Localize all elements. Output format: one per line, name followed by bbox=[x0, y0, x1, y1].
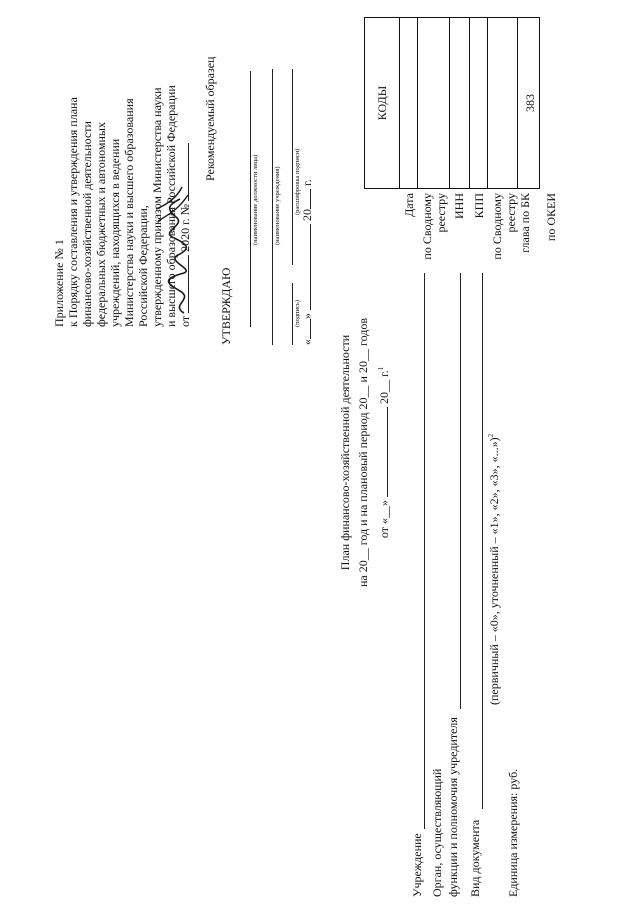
code-label-registry-1: по Сводному bbox=[420, 193, 434, 260]
appendix-line: учреждений, находящихся в ведении bbox=[108, 138, 122, 327]
appendix-date-line bbox=[178, 85, 192, 327]
handwritten-signature bbox=[150, 167, 200, 317]
plan-month-blank bbox=[387, 407, 388, 497]
codes-header: КОДЫ bbox=[374, 85, 389, 121]
appendix-line: Министерства науки и высшего образования bbox=[122, 98, 136, 327]
plan-date-prefix: от «__» bbox=[377, 500, 391, 539]
plan-period: на 20__ год и на плановый период 20__ и 20__ годов bbox=[356, 318, 370, 588]
doc-type-footnote: 2 bbox=[487, 433, 495, 438]
doc-type-note-text: (первичный – «0», уточненный – «1», «2», «3», «...») bbox=[487, 437, 501, 705]
year-blank bbox=[310, 189, 311, 209]
code-label-inn: ИНН bbox=[452, 193, 466, 219]
approval-title: УТВЕРЖДАЮ bbox=[219, 267, 233, 345]
code-label-registry-1b: реестру bbox=[434, 193, 448, 233]
day-blank bbox=[310, 319, 311, 339]
plan-title: План финансово-хозяйственной деятельности bbox=[338, 334, 352, 571]
codes-row-okei bbox=[517, 18, 518, 188]
position-caption: (наименование должности лица) bbox=[252, 154, 259, 245]
codes-row-kpp bbox=[469, 18, 470, 188]
code-label-kpp: КПП bbox=[472, 193, 486, 219]
month-blank bbox=[310, 224, 311, 310]
doc-type-field-line bbox=[482, 273, 483, 809]
unit-label: Единица измерения: руб. bbox=[506, 768, 520, 897]
appendix-line: к Порядку составления и утверждения плана bbox=[66, 97, 80, 327]
decode-caption: (расшифровка подписи) bbox=[294, 148, 301, 215]
appendix-date-year: 2020 г. № bbox=[178, 203, 192, 252]
codes-row-registry-1 bbox=[417, 18, 418, 188]
institution-label: Учреждение bbox=[410, 833, 424, 897]
signature-caption: (подпись) bbox=[294, 300, 301, 327]
signature-line bbox=[292, 283, 293, 345]
position-line bbox=[250, 71, 251, 327]
doc-type-label: Вид документа bbox=[468, 819, 482, 897]
codes-table bbox=[364, 17, 540, 189]
code-label-budget-chapter: глава по БК bbox=[518, 193, 532, 253]
approval-date bbox=[300, 179, 314, 345]
appendix-line: финансово-хозяйственной деятельности bbox=[80, 121, 94, 327]
plan-date-footnote: 1 bbox=[377, 366, 385, 371]
appendix-block bbox=[52, 85, 192, 327]
code-label-registry-2: по Сводному bbox=[490, 193, 504, 260]
decode-line bbox=[292, 69, 293, 265]
date-year: 20 bbox=[300, 209, 314, 221]
institution-caption: (наименование учреждения) bbox=[274, 166, 281, 245]
organ-label-2: функции и полномочия учредителя bbox=[446, 717, 460, 897]
codes-row-inn bbox=[449, 18, 450, 188]
appendix-date-prefix: от bbox=[178, 315, 192, 327]
institution-line bbox=[272, 69, 273, 345]
okei-value: 383 bbox=[523, 94, 537, 112]
codes-row-date bbox=[399, 18, 400, 188]
organ-field-line bbox=[460, 273, 461, 709]
date-suffix: г. bbox=[300, 179, 314, 186]
date-open-quote: « bbox=[300, 339, 314, 345]
appendix-line: и высшего образования Российской Федерации bbox=[164, 85, 178, 327]
code-label-date: Дата bbox=[402, 193, 416, 217]
appendix-line: Российской Федерации, bbox=[136, 205, 150, 327]
doc-type-note bbox=[484, 434, 501, 705]
institution-field-line bbox=[424, 273, 425, 829]
code-label-registry-2b: реестру bbox=[504, 193, 518, 233]
recommended-label: Рекомендуемый образец bbox=[203, 56, 217, 181]
appendix-line: утвержденному приказом Министерства науки bbox=[150, 87, 164, 327]
appendix-line: Приложение № 1 bbox=[52, 239, 66, 327]
code-label-okei: по ОКЕИ bbox=[544, 193, 558, 242]
appendix-line: федеральных бюджетных и автономных bbox=[94, 122, 108, 327]
plan-date-year: 20__ г. bbox=[377, 370, 391, 404]
codes-row-registry-2 bbox=[487, 18, 488, 188]
organ-label-1: Орган, осуществляющий bbox=[430, 768, 444, 897]
date-close-quote: » bbox=[300, 313, 314, 319]
